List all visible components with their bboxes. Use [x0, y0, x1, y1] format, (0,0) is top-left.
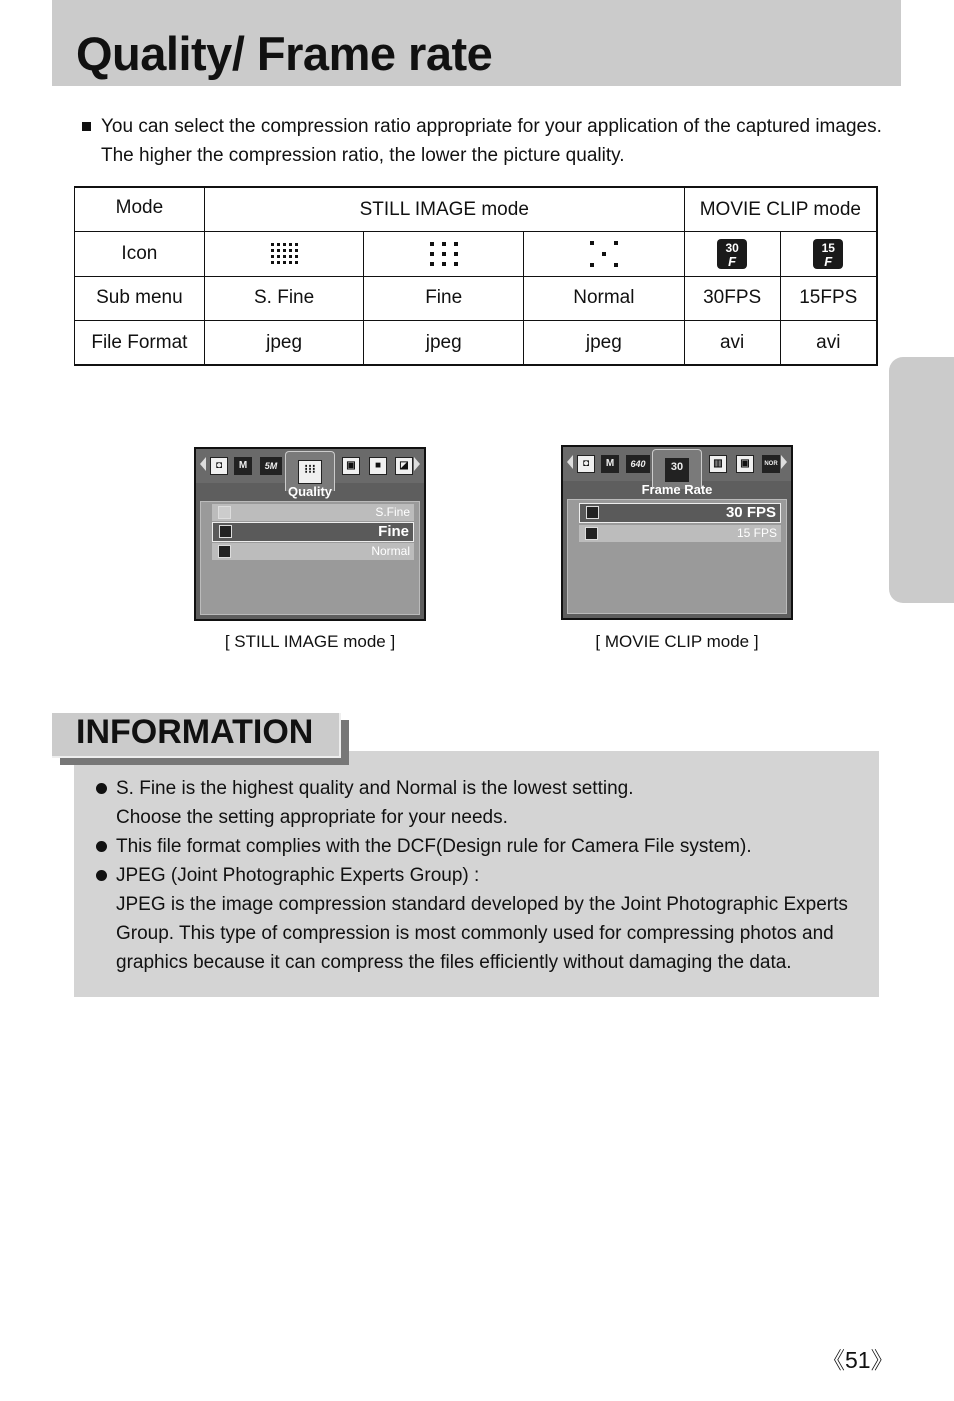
- movie-mode-icon: ◘: [577, 455, 595, 473]
- lcd-label: Quality: [287, 484, 333, 499]
- intro-line-2: The higher the compression ratio, the lower the picture quality.: [101, 145, 625, 166]
- left-arrow-icon: [567, 455, 573, 469]
- metering-icon: ▣: [342, 457, 360, 475]
- movie-caption: [ MOVIE CLIP mode ]: [595, 632, 759, 651]
- square-bullet-icon: [82, 122, 91, 131]
- normal-icon: [218, 545, 231, 558]
- table-cell: [780, 232, 877, 277]
- table-cell: jpeg: [524, 321, 685, 366]
- size-icon: 640: [626, 455, 650, 473]
- table-cell: File Format: [75, 321, 205, 366]
- page-number: 《51》: [822, 1347, 894, 1373]
- table-cell: Icon: [75, 232, 205, 277]
- table-cell: 30FPS: [684, 276, 780, 321]
- bullet-icon: [96, 783, 107, 794]
- fps-30-icon: 30: [665, 458, 689, 482]
- table-row: [75, 232, 878, 277]
- nor-icon: NOR: [762, 455, 780, 473]
- page-title: Quality/ Frame rate: [76, 27, 493, 80]
- normal-icon: [590, 241, 618, 267]
- left-arrow-icon: [200, 457, 206, 471]
- intro-line-1: You can select the compression ratio appropriate for your application of the captured images.: [101, 116, 882, 137]
- m-mode-icon: M: [234, 457, 252, 475]
- table-row: [75, 321, 878, 366]
- menu-item-sfine[interactable]: S.Fine: [212, 504, 414, 521]
- table-cell: [524, 232, 685, 277]
- information-heading-text: INFORMATION: [76, 713, 314, 751]
- bullet-icon: [96, 841, 107, 852]
- table-cell: avi: [684, 321, 780, 366]
- sharpness-icon: ■: [369, 457, 387, 475]
- still-caption: [ STILL IMAGE mode ]: [224, 632, 396, 651]
- fps-15-icon: [585, 527, 598, 540]
- table-cell: jpeg: [364, 321, 524, 366]
- table-cell: STILL IMAGE mode: [204, 187, 684, 232]
- table-cell: 15FPS: [780, 276, 877, 321]
- table-cell: S. Fine: [204, 276, 364, 321]
- table-row: [75, 187, 878, 232]
- intro-text: [82, 112, 892, 170]
- super-fine-icon: [271, 243, 298, 264]
- fps-30-icon: 30 F: [717, 239, 747, 269]
- bullet-icon: [96, 870, 107, 881]
- table-cell: avi: [780, 321, 877, 366]
- fps-15-icon: 15 F: [813, 239, 843, 269]
- table-row: [75, 276, 878, 321]
- movie-clip-lcd: [561, 445, 793, 620]
- table-cell: [684, 232, 780, 277]
- information-heading: [52, 713, 341, 758]
- table-cell: MOVIE CLIP mode: [684, 187, 877, 232]
- information-list: [96, 774, 866, 977]
- table-cell: jpeg: [204, 321, 364, 366]
- menu-item-fine[interactable]: Fine: [212, 522, 414, 542]
- list-item: This file format complies with the DCF(Design rule for Camera File system).: [96, 832, 866, 861]
- size-icon: 5M: [260, 457, 282, 475]
- table-cell: [364, 232, 524, 277]
- list-item: S. Fine is the highest quality and Normal is the lowest setting. Choose the setting appropriate for your needs.: [96, 774, 866, 832]
- stabilizer-icon: ▥: [709, 455, 727, 473]
- fine-icon: [219, 525, 232, 538]
- menu-item-30fps[interactable]: 30 FPS: [579, 503, 781, 523]
- super-fine-icon: [218, 506, 231, 519]
- fine-icon: [430, 242, 458, 266]
- right-arrow-icon: [414, 457, 420, 471]
- menu-item-15fps[interactable]: 15 FPS: [579, 525, 781, 542]
- list-item: JPEG (Joint Photographic Experts Group) : JPEG is the image compression standard developed by the Joint Photographic Experts Group. This type of compression is most commonly used for compressing photos and graphics because it can compress the files efficiently without damaging the data.: [96, 861, 866, 977]
- table-cell: Normal: [524, 276, 685, 321]
- lcd-label: Frame Rate: [641, 482, 713, 497]
- table-cell: [204, 232, 364, 277]
- menu-item-normal[interactable]: Normal: [212, 543, 414, 560]
- table-cell: Mode: [75, 187, 205, 232]
- metering-icon: ▣: [736, 455, 754, 473]
- effect-icon: ◪: [395, 457, 413, 475]
- m-mode-icon: M: [601, 455, 619, 473]
- table-cell: Sub menu: [75, 276, 205, 321]
- camera-mode-icon: ◘: [210, 457, 228, 475]
- quality-icon: ⁝⁝⁝: [298, 460, 322, 484]
- fps-30-icon: [586, 506, 599, 519]
- quality-spec-table: [74, 186, 878, 366]
- table-cell: Fine: [364, 276, 524, 321]
- side-tab: [889, 357, 954, 603]
- right-arrow-icon: [781, 455, 787, 469]
- still-image-lcd: [194, 447, 426, 621]
